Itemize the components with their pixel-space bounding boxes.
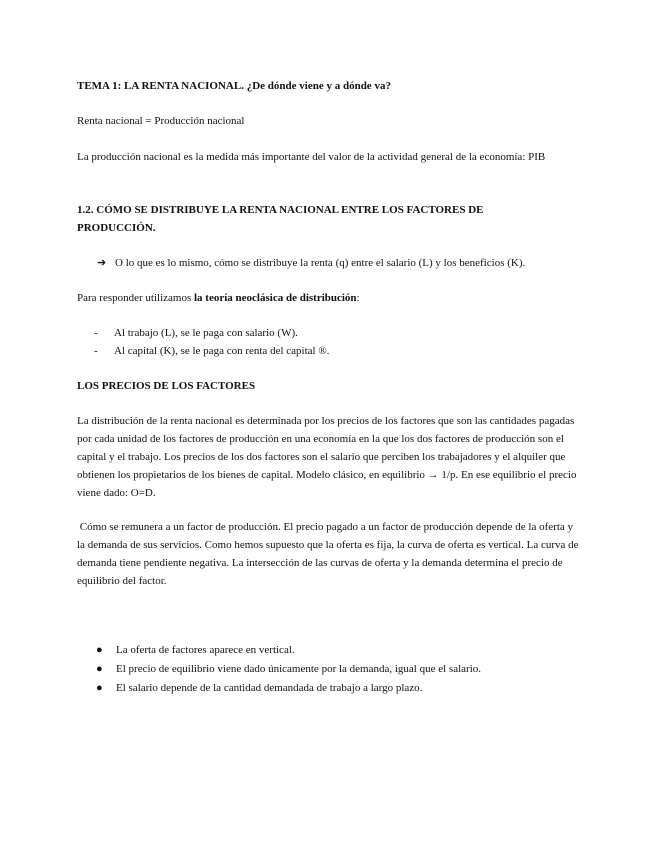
dash-list-item: - Al capital (K), se le paga con renta del capital ®. <box>94 342 329 360</box>
arrow-item-text: O lo que es lo mismo, cómo se distribuye la renta (q) entre el salario (L) y los beneficios (K). <box>115 257 526 269</box>
section-title-precios: LOS PRECIOS DE LOS FACTORES <box>77 380 256 392</box>
dash-marker: - <box>94 345 98 357</box>
section-title-distribucion: 1.2. CÓMO SE DISTRIBUYE LA RENTA NACIONAL ENTRE LOS FACTORES DE PRODUCCIÓN. <box>77 204 484 234</box>
document-heading: TEMA 1: LA RENTA NACIONAL. ¿De dónde viene y a dónde va? <box>77 80 391 92</box>
respond-sentence <box>77 289 360 307</box>
bullet-marker: ● <box>96 682 103 694</box>
bullet-list <box>94 641 481 698</box>
arrow-list-item <box>97 254 525 272</box>
renta-equation: Renta nacional = Producción nacional <box>77 115 245 127</box>
dash-list <box>94 324 329 360</box>
bullet-list-item: ● La oferta de factores aparece en vertical. <box>94 641 481 660</box>
paragraph-remuneracion: Cómo se remunera a un factor de producción. El precio pagado a un factor de producción depende de la oferta y la demanda de sus servicios. Como hemos supuesto que la oferta es fija, la curva de oferta es vertical. La curva de demanda tiene pendiente negativa. La intersección de las curvas de oferta y la demanda determina el precio de equilibrio del factor. <box>77 521 582 587</box>
bullet-list-item: ● El salario depende de la cantidad demandada de trabajo a largo plazo. <box>94 679 481 698</box>
arrow-icon: ➔ <box>97 257 107 269</box>
pib-sentence: La producción nacional es la medida más importante del valor de la actividad general de la economía: PIB <box>77 151 546 163</box>
bullet-marker: ● <box>96 644 103 656</box>
paragraph-distribucion: La distribución de la renta nacional es determinada por los precios de los factores que son las cantidades pagadas por cada unidad de los factores de producción en una economía en la que los dos factores de producción son el capital y el trabajo. Los precios de los dos factores son el salario que perciben los trabajadores y el alquiler que obtienen los propietarios de los bienes de capital. Modelo clásico, en equilibrio → 1/p. En ese equilibrio el precio viene dado: O=D. <box>77 415 577 499</box>
bullet-list-item: ● El precio de equilibrio viene dado únicamente por la demanda, igual que el salario. <box>94 660 481 679</box>
bullet-marker: ● <box>96 663 103 675</box>
respond-bold-term: la teoría neoclásica de distribución <box>194 292 357 304</box>
dash-list-item: - Al trabajo (L), se le paga con salario (W). <box>94 324 329 342</box>
respond-prefix: Para responder utilizamos <box>77 292 194 304</box>
dash-marker: - <box>94 327 98 339</box>
respond-suffix: : <box>356 292 360 304</box>
